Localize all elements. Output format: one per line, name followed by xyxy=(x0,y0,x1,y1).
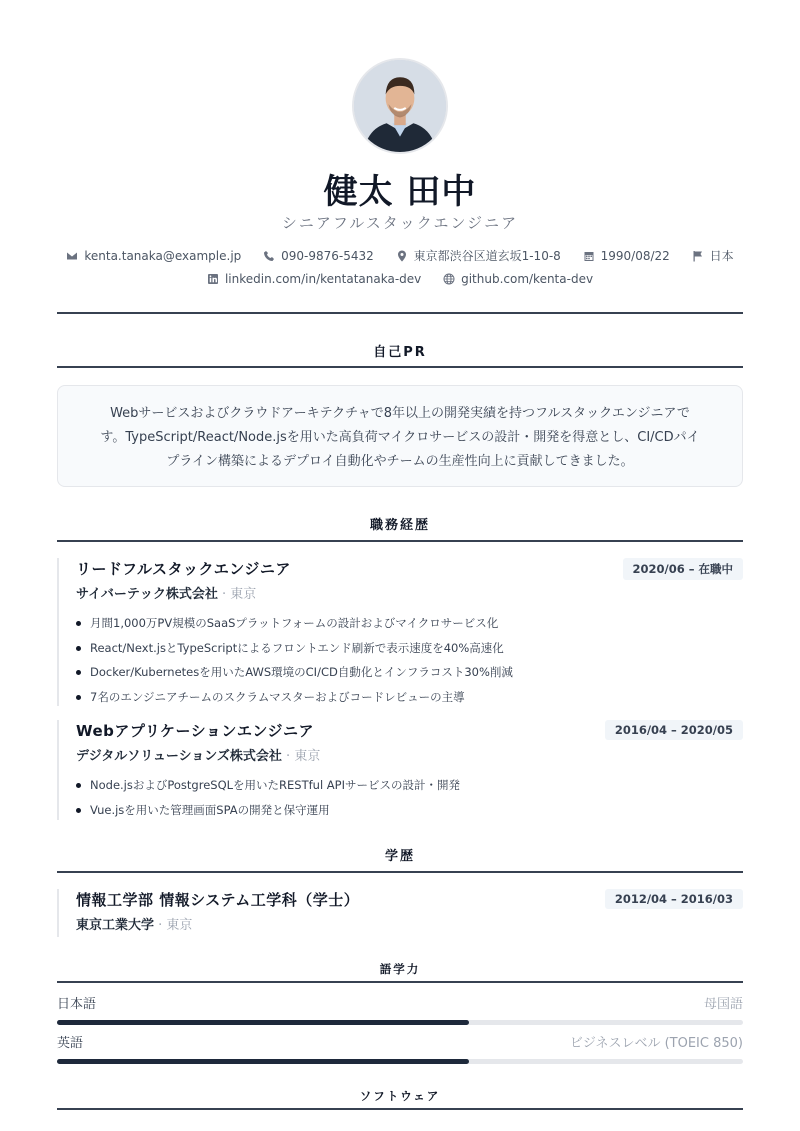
profile-photo xyxy=(354,60,446,152)
date-range-badge: 2016/04 – 2020/05 xyxy=(605,720,743,740)
company-line xyxy=(76,747,743,767)
contact-github[interactable]: github.com/kenta-dev xyxy=(443,272,593,286)
experience-entry xyxy=(57,720,743,820)
education-entry xyxy=(57,889,743,937)
contact-address: 東京都渋谷区道玄坂1-10-8 xyxy=(396,247,561,264)
company-location: · 東京 xyxy=(281,749,321,764)
section-divider xyxy=(57,871,743,873)
summary-line: Webサービスおよびクラウドアーキテクチャで8年以上の開発実績を持つフルスタックエンジニアで xyxy=(110,406,690,421)
contact-email[interactable]: kenta.tanaka@example.jp xyxy=(66,249,241,263)
list-item: React/Next.jsとTypeScriptによるフロントエンド刷新で表示速度を40%高速化 xyxy=(76,636,743,661)
language-level: 母国語 xyxy=(703,997,743,1012)
list-item: 7名のエンジニアチームのスクラムマスターおよびコードレビューの主導 xyxy=(76,685,743,710)
school-name: 東京工業大学 xyxy=(76,918,155,933)
school-line xyxy=(76,916,743,936)
date-range-badge: 2020/06 – 在職中 xyxy=(623,558,743,580)
summary-line: プライン構築によるデプロイ自動化やチームの生産性向上に貢献してきました。 xyxy=(166,454,634,469)
job-position-title: Webアプリケーションエンジニア xyxy=(76,722,315,740)
contact-row xyxy=(57,247,743,265)
experience-entry xyxy=(57,558,743,706)
company-line xyxy=(76,585,743,605)
company-location: · 東京 xyxy=(217,587,257,602)
date-range-badge: 2012/04 – 2016/03 xyxy=(605,889,743,909)
section-divider xyxy=(57,366,743,368)
list-item: 月間1,000万PV規模のSaaSプラットフォームの設計およびマイクロサービス化 xyxy=(76,611,743,636)
proficiency-bar-fill xyxy=(57,1059,469,1064)
achievement-list xyxy=(76,773,743,822)
flag-icon xyxy=(692,250,704,262)
school-location: · 東京 xyxy=(154,918,193,933)
language-item xyxy=(57,1034,743,1064)
avatar xyxy=(352,58,448,154)
list-item: Docker/Kubernetesを用いたAWS環境のCI/CD自動化とインフラコスト30%削減 xyxy=(76,660,743,685)
contact-linkedin[interactable]: linkedin.com/in/kentatanaka-dev xyxy=(207,272,421,286)
company-name: サイバーテック株式会社 xyxy=(76,587,218,602)
section-heading-software: ソフトウェア xyxy=(359,1089,441,1103)
contact-links-row xyxy=(57,272,743,288)
section-heading-summary: 自己PR xyxy=(373,345,427,360)
section-divider xyxy=(57,540,743,542)
job-position-title: リードフルスタックエンジニア xyxy=(76,560,291,578)
globe-icon xyxy=(443,273,455,285)
section-heading-experience: 職務経歴 xyxy=(369,518,430,533)
contact-nationality: 日本 xyxy=(692,247,734,264)
section-divider xyxy=(57,981,743,983)
summary-line: す。TypeScript/React/Node.jsを用いた高負荷マイクロサービスの設計・開発を得意とし、CI/CDパイ xyxy=(100,430,700,445)
company-name: デジタルソリューションズ株式会社 xyxy=(76,749,282,764)
linkedin-icon xyxy=(207,273,219,285)
language-item xyxy=(57,995,743,1025)
summary-box xyxy=(57,385,743,487)
language-name: 英語 xyxy=(57,1036,84,1051)
list-item: Vue.jsを用いた管理画面SPAの開発と保守運用 xyxy=(76,798,743,823)
achievement-list xyxy=(76,611,743,709)
language-level: ビジネスレベル (TOEIC 850) xyxy=(569,1036,743,1051)
degree-title: 情報工学部 情報システム工学科（学士） xyxy=(76,891,360,909)
job-title: シニアフルスタックエンジニア xyxy=(281,214,519,232)
section-heading-education: 学歴 xyxy=(384,849,415,864)
section-heading-languages: 語学力 xyxy=(379,962,421,976)
full-name: 健太 田中 xyxy=(323,172,477,212)
language-name: 日本語 xyxy=(57,997,97,1012)
list-item: Node.jsおよびPostgreSQLを用いたRESTful APIサービスの設計・開発 xyxy=(76,773,743,798)
section-divider xyxy=(57,1108,743,1110)
map-pin-icon xyxy=(396,250,408,262)
calendar-icon xyxy=(583,250,595,262)
proficiency-bar xyxy=(57,1059,743,1064)
contact-phone[interactable]: 090-9876-5432 xyxy=(263,249,374,263)
phone-icon xyxy=(263,250,275,262)
envelope-icon xyxy=(66,250,78,262)
proficiency-bar-fill xyxy=(57,1020,469,1025)
resume-page xyxy=(57,0,743,1131)
contact-birthdate: 1990/08/22 xyxy=(583,249,670,263)
section-divider xyxy=(57,312,743,314)
proficiency-bar xyxy=(57,1020,743,1025)
